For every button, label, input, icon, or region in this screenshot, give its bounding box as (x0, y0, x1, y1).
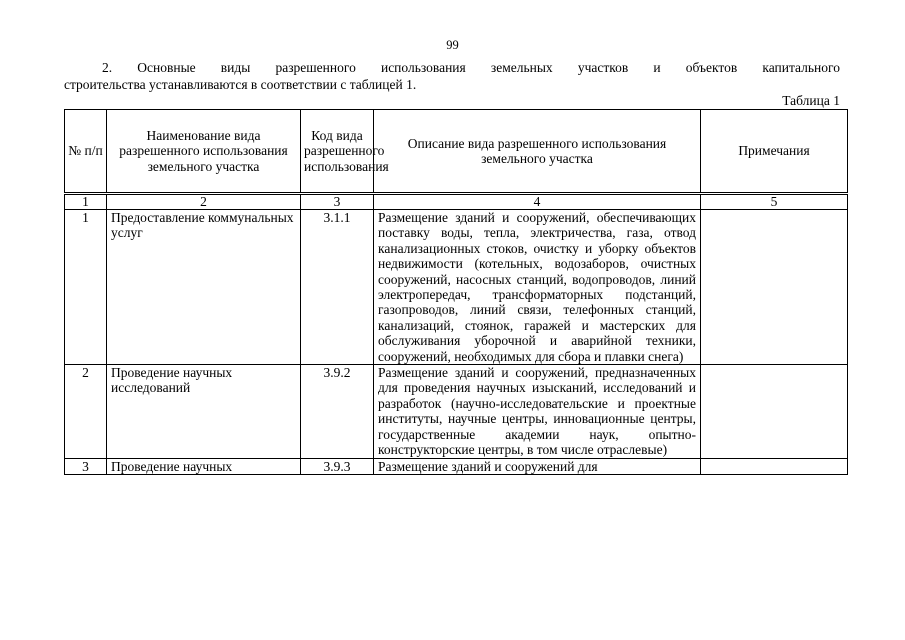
row-number: 1 (65, 210, 107, 365)
table-row (65, 210, 848, 365)
row-code: 3.9.3 (301, 458, 374, 474)
page-number: 99 (446, 38, 459, 52)
land-use-table (64, 109, 848, 475)
row-number: 3 (65, 458, 107, 474)
row-number: 2 (65, 365, 107, 458)
row-description: Размещение зданий и сооружений для (374, 458, 701, 474)
row-note (701, 458, 848, 474)
header-name: Наименование вида разрешенного использования земельного участка (107, 110, 301, 194)
row-name: Проведение научных (107, 458, 301, 474)
column-number: 4 (374, 194, 701, 210)
column-number-row (65, 194, 848, 210)
table-row (65, 365, 848, 458)
column-number: 2 (107, 194, 301, 210)
row-note (701, 210, 848, 365)
row-code: 3.1.1 (301, 210, 374, 365)
intro-line-1: 2. Основные виды разрешенного использования земельных участков и объектов капитального (102, 60, 840, 75)
table-row (65, 458, 848, 474)
row-description: Размещение зданий и сооружений, предназначенных для проведения научных изысканий, исследований и разработок (научно-исследовательские и проектные институты, научные центры, инновационные центры, государственные академии наук, опытно-конструкторские центры, в том числе отраслевые) (374, 365, 701, 458)
header-number: № п/п (65, 110, 107, 194)
header-code: Код вида разрешенного использования (301, 110, 374, 194)
row-name: Проведение научных исследований (107, 365, 301, 458)
intro-paragraph (64, 59, 840, 93)
header-notes: Примечания (701, 110, 848, 194)
intro-line-2: строительства устанавливаются в соответствии с таблицей 1. (64, 77, 417, 92)
row-note (701, 365, 848, 458)
column-number: 1 (65, 194, 107, 210)
header-description: Описание вида разрешенного использования земельного участка (374, 110, 701, 194)
column-number: 5 (701, 194, 848, 210)
column-number: 3 (301, 194, 374, 210)
row-description: Размещение зданий и сооружений, обеспечивающих поставку воды, тепла, электричества, газа, отвод канализационных стоков, очистку и уборку объектов недвижимости (котельных, водозаборов, очистных сооружений, насосных станций, водопроводов, линий электропередач, трансформаторных подстанций, газопроводов, линий связи, телефонных станций, канализаций, стоянок, гаражей и мастерских для обслуживания уборочной и аварийной техники, сооружений, необходимых для сбора и плавки снега) (374, 210, 701, 365)
row-code: 3.9.2 (301, 365, 374, 458)
table-header-row (65, 110, 848, 194)
table-caption: Таблица 1 (782, 93, 840, 108)
row-name: Предоставление коммунальных услуг (107, 210, 301, 365)
